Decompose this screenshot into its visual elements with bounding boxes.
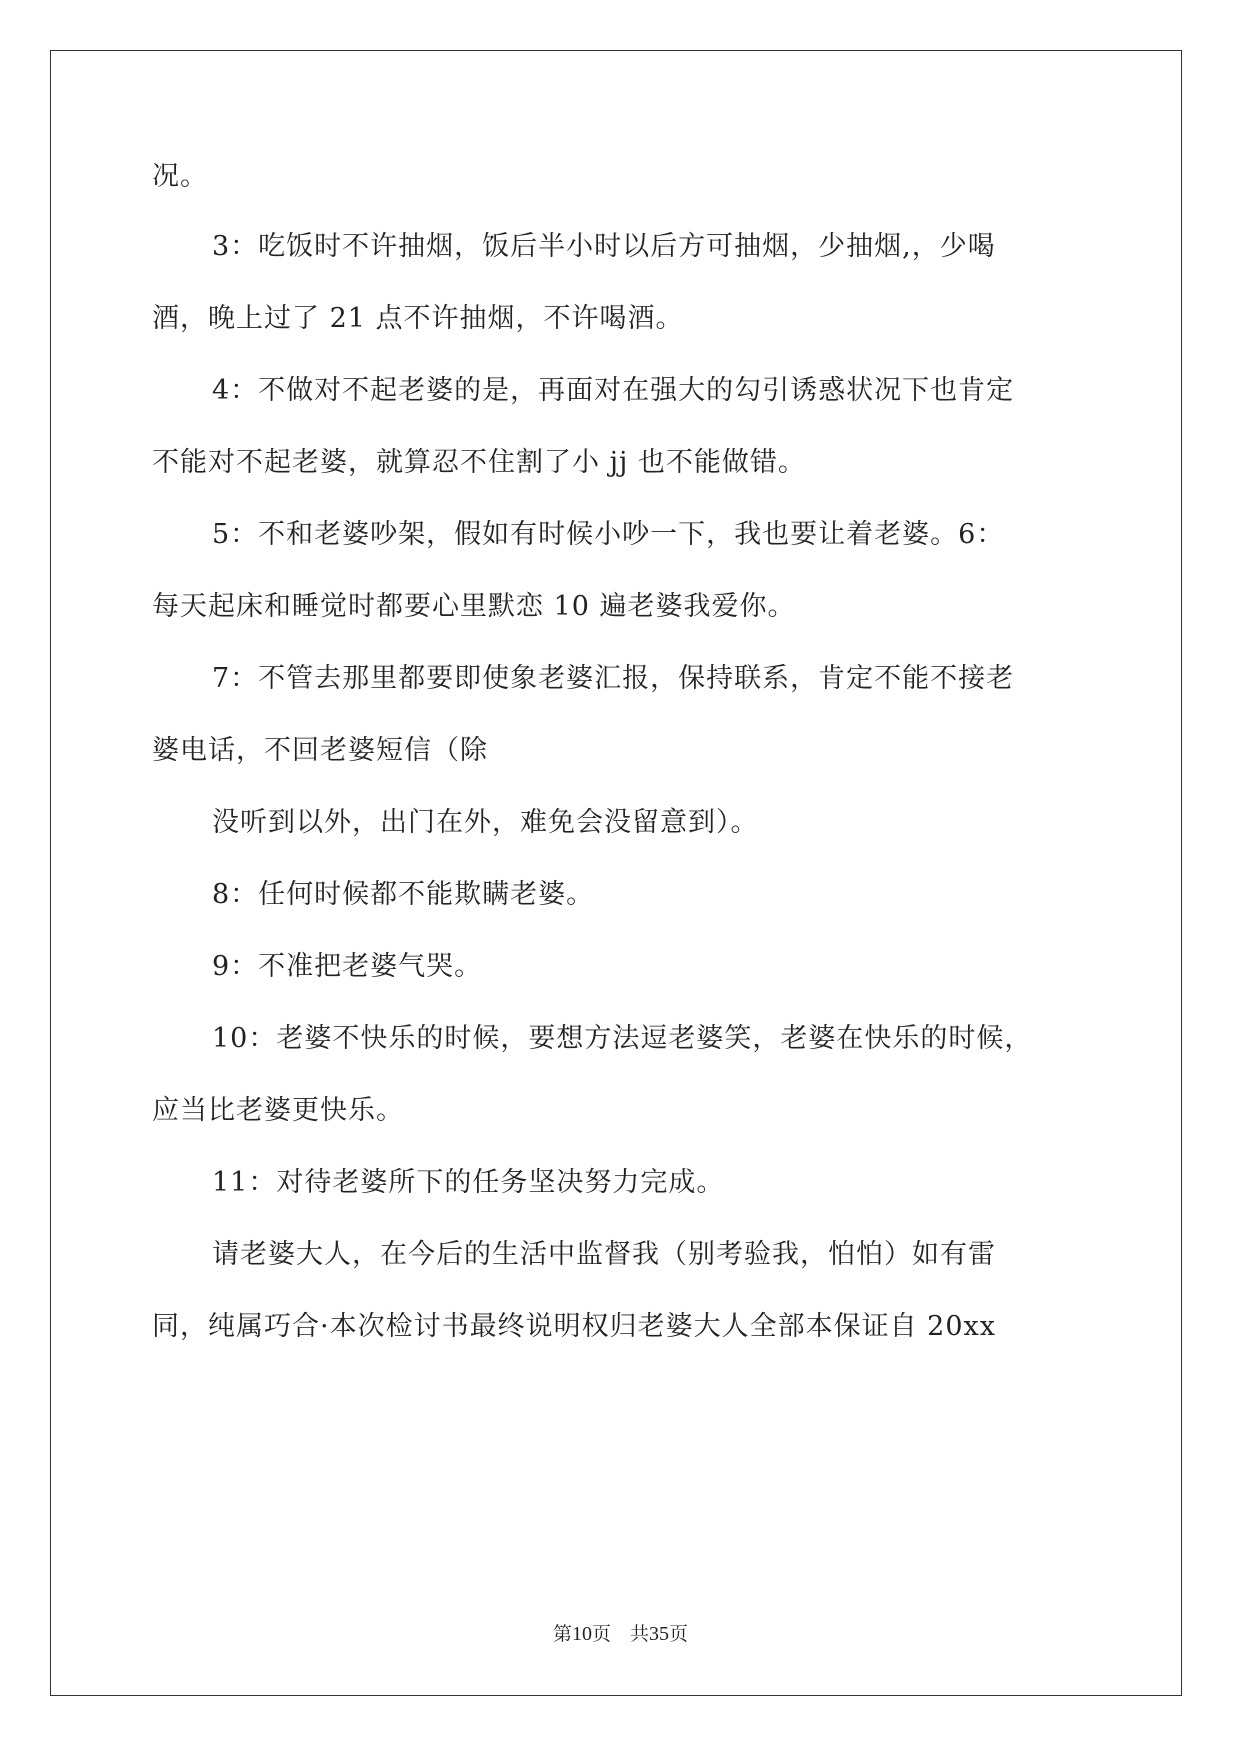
text-line: 4：不做对不起老婆的是，再面对在强大的勾引诱惑状况下也肯定 xyxy=(212,375,1015,406)
page-total: 35 xyxy=(649,1623,669,1645)
text-line: 应当比老婆更快乐。 xyxy=(152,1095,404,1126)
text-line: 3：吃饭时不许抽烟，饭后半小时以后方可抽烟，少抽烟,，少喝 xyxy=(212,231,996,262)
page-mid: 页 共 xyxy=(591,1623,649,1645)
text-line: 没听到以外，出门在外，难免会没留意到）。 xyxy=(212,807,759,838)
text-line: 每天起床和睡觉时都要心里默恋 10 遍老婆我爱你。 xyxy=(152,591,796,622)
text-line: 5：不和老婆吵架，假如有时候小吵一下，我也要让着老婆。6： xyxy=(212,519,1005,550)
text-line: 8：任何时候都不能欺瞒老婆。 xyxy=(212,879,595,910)
page-border xyxy=(50,50,1182,1696)
text-line: 9：不准把老婆气哭。 xyxy=(212,951,483,982)
text-line: 11：对待老婆所下的任务坚决努力完成。 xyxy=(212,1167,725,1198)
text-line: 不能对不起老婆，就算忍不住割了小 jj 也不能做错。 xyxy=(152,447,806,478)
text-line: 同，纯属巧合·本次检讨书最终说明权归老婆大人全部本保证自 20xx xyxy=(152,1311,996,1342)
text-line: 婆电话，不回老婆短信（除 xyxy=(152,735,488,766)
page-suffix: 页 xyxy=(669,1623,689,1645)
text-line: 10：老婆不快乐的时候，要想方法逗老婆笑，老婆在快乐的时候， xyxy=(212,1023,1033,1054)
text-line: 酒，晚上过了 21 点不许抽烟，不许喝酒。 xyxy=(152,303,684,334)
text-line: 7：不管去那里都要即使象老婆汇报，保持联系，肯定不能不接老 xyxy=(212,663,1015,694)
page-prefix: 第 xyxy=(552,1623,572,1645)
text-line: 况。 xyxy=(152,161,208,192)
page-footer xyxy=(0,1622,1241,1646)
page-current: 10 xyxy=(571,1623,592,1645)
text-line: 请老婆大人，在今后的生活中监督我（别考验我，怕怕）如有雷 xyxy=(212,1239,996,1270)
